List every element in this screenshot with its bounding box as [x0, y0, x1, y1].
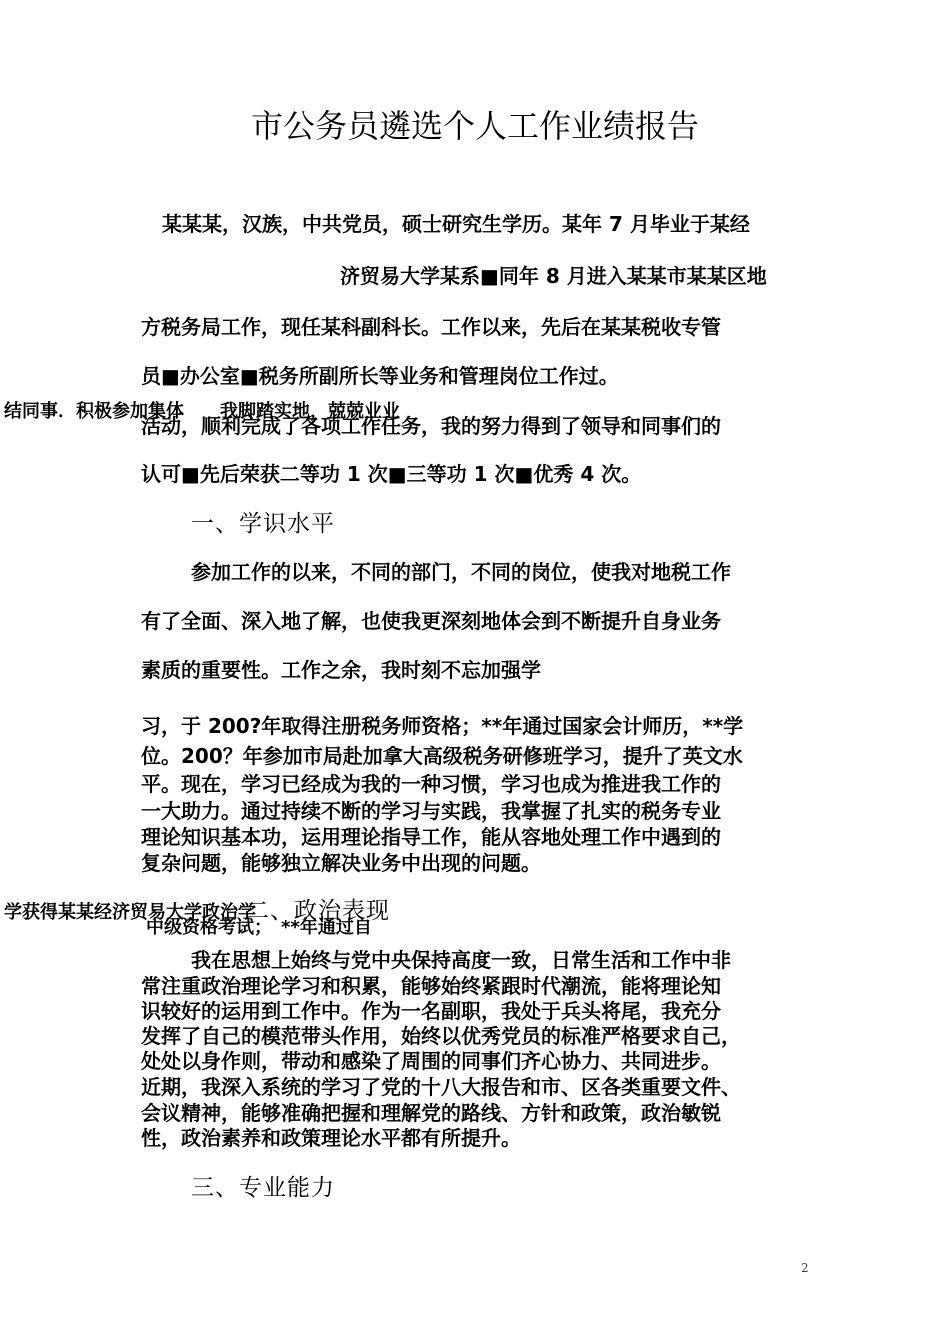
overlay-text-3: 中级资格考试； **年通过自 [146, 917, 372, 938]
section1-line-2: 有了全面、深入地了解，也使我更深刻地体会到不断提升自身业务 [141, 609, 721, 633]
section2-line-7: 会议精神，能够准确把握和理解党的路线、方针和政策，政治敏锐 [141, 1101, 721, 1125]
section2-line-5: 处处以身作则，带动和感染了周围的同事们齐心协力、共同进步。 [141, 1049, 721, 1073]
intro-line-6: 认可■先后荣获二等功 1 次■三等功 1 次■优秀 4 次。 [141, 462, 642, 486]
intro-line-3: 方税务局工作，现任某科副科长。工作以来，先后在某某税收专管 [141, 315, 721, 339]
section2-line-6: 近期，我深入系统的学习了党的十八大报告和市、区各类重要文件、 [141, 1075, 741, 1099]
intro-line-2: 济贸易大学某系■同年 8 月进入某某市某某区地 [340, 264, 767, 288]
section1-line-3: 素质的重要性。工作之余，我时刻不忘加强学 [141, 658, 541, 682]
section1-line-7: 一大助力。通过持续不断的学习与实践，我掌握了扎实的税务专业 [141, 799, 721, 823]
section2-line-1: 我在思想上始终与党中央保持高度一致，日常生活和工作中非 [191, 948, 731, 972]
section2-line-4: 发挥了自己的模范带头作用，始终以优秀党员的标准严格要求自己， [141, 1024, 741, 1048]
page-number: 2 [801, 1261, 809, 1275]
section2-line-2: 常注重政治理论学习和积累，能够始终紧跟时代潮流，能将理论知 [141, 974, 721, 998]
section1-line-8: 理论知识基本功，运用理论指导工作，能从容地处理工作中遇到的 [141, 825, 721, 849]
section1-line-1: 参加工作的以来，不同的部门，不同的岗位，使我对地税工作 [191, 560, 731, 584]
section-heading-3: 三、专业能力 [191, 1175, 335, 1201]
document-title: 市公务员遴选个人工作业绩报告 [250, 107, 699, 145]
section2-line-3: 识较好的运用到工作中。作为一名副职，我处于兵头将尾，我充分 [141, 999, 721, 1023]
overlay-text-1: 结同事．积极参加集体 我脚踏实地，兢兢业业 [4, 401, 400, 422]
section1-line-5: 位。200？年参加市局赴加拿大高级税务研修班学习，提升了英文水 [141, 744, 743, 768]
intro-line-5: 活动，顺利完成了各项工作任务，我的努力得到了领导和同事们的 [141, 414, 721, 438]
section2-line-8: 性，政治素养和政策理论水平都有所提升。 [141, 1126, 521, 1150]
section-heading-1: 一、学识水平 [191, 511, 335, 537]
overlay-text-2: 学获得某某经济贸易大学政治学 [4, 902, 256, 923]
section1-line-6: 平。现在，学习已经成为我的一种习惯，学习也成为推进我工作的 [141, 772, 721, 796]
intro-line-1: 某某某，汉族，中共党员，硕士研究生学历。某年 7 月毕业于某经 [162, 212, 750, 236]
section-heading-2: 二、政治表现 [246, 898, 390, 924]
section1-line-9: 复杂问题，能够独立解决业务中出现的问题。 [141, 851, 541, 875]
section1-line-4: 习，于 200?年取得注册税务师资格；**年通过国家会计师历，**学 [141, 714, 744, 738]
intro-line-4: 员■办公室■税务所副所长等业务和管理岗位工作过。 [141, 364, 619, 388]
